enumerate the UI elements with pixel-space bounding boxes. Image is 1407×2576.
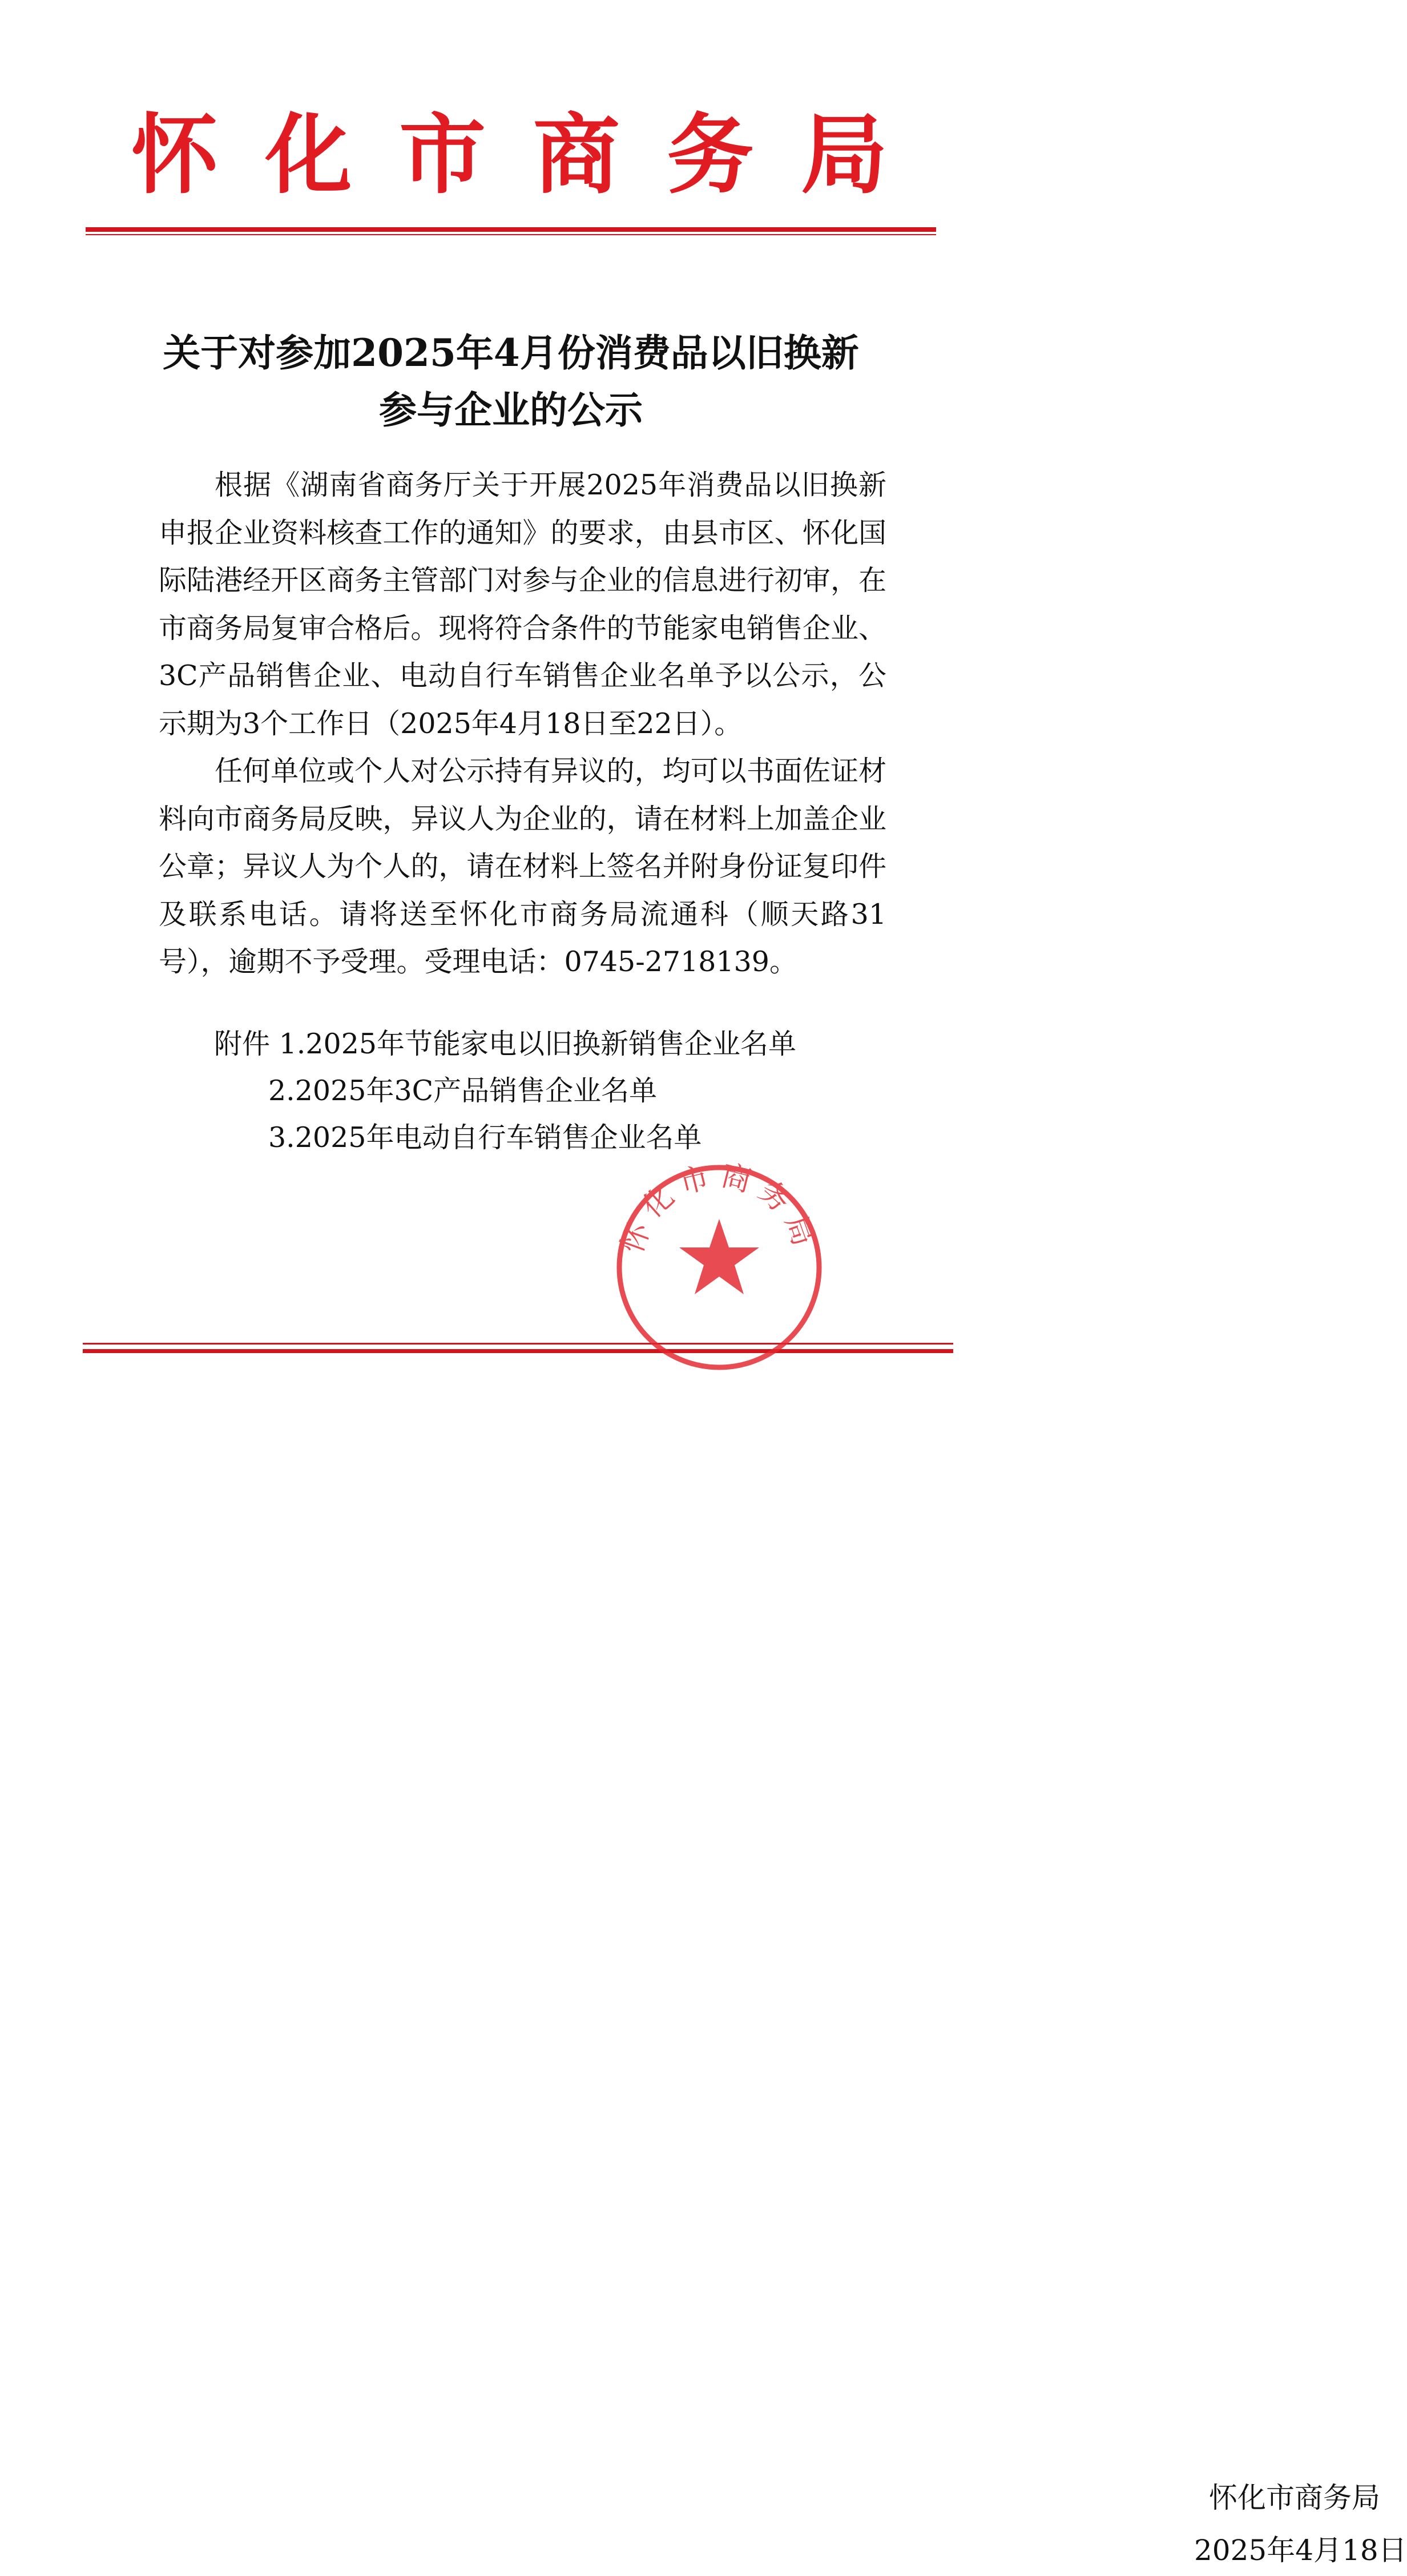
- seal-arc-text: 怀化市商务局: [615, 1158, 824, 1258]
- masthead-divider-thin: [86, 234, 936, 235]
- masthead-char: 务: [667, 103, 754, 206]
- attachments-list: [214, 1021, 796, 1161]
- masthead-char: 怀: [131, 103, 218, 206]
- document-title: [86, 324, 936, 438]
- body-paragraph-2: 任何单位或个人对公示持有异议的，均可以书面佐证材料向市商务局反映，异议人为企业的，请在材料上加盖企业公章；异议人为个人的，请在材料上签名并附身份证复印件及联系电话。请将送至怀化市商务局流通科（顺天路31号），逾期不予受理。受理电话：0745-2718139。: [159, 755, 886, 978]
- official-seal-stamp: [605, 1153, 833, 1382]
- masthead-char: 化: [265, 103, 352, 206]
- masthead-char: 市: [399, 103, 486, 206]
- attachment-item-1: [214, 1021, 796, 1068]
- attachment-text: 1.2025年节能家电以旧换新销售企业名单: [279, 1028, 797, 1060]
- signature-date: 2025年4月18日: [1194, 2534, 1407, 2567]
- masthead-org-name: [131, 103, 888, 206]
- masthead-char: 商: [533, 103, 620, 206]
- attachment-item-2: [214, 1068, 796, 1114]
- attachment-text: 3.2025年电动自行车销售企业名单: [268, 1121, 702, 1154]
- masthead-char: 局: [800, 103, 888, 206]
- attachments-label: 附件: [214, 1028, 271, 1060]
- body-paragraph-1: 根据《湖南省商务厅关于开展2025年消费品以旧换新申报企业资料核查工作的通知》的要求，由县市区、怀化国际陆港经开区商务主管部门对参与企业的信息进行初审，在市商务局复审合格后。现将符合条件的节能家电销售企业、3C产品销售企业、电动自行车销售企业名单予以公示，公示期为3个工作日（2025年4月18日至22日）。: [159, 469, 886, 740]
- title-line-1: 关于对参加2025年4月份消费品以旧换新: [163, 331, 859, 375]
- seal-star-icon: [679, 1219, 759, 1294]
- signature-org: 怀化市商务局: [1209, 2481, 1380, 2514]
- title-line-2: 参与企业的公示: [379, 388, 643, 432]
- document-body: [159, 461, 886, 986]
- attachment-text: 2.2025年3C产品销售企业名单: [268, 1074, 658, 1107]
- masthead-divider-thick: [86, 227, 936, 232]
